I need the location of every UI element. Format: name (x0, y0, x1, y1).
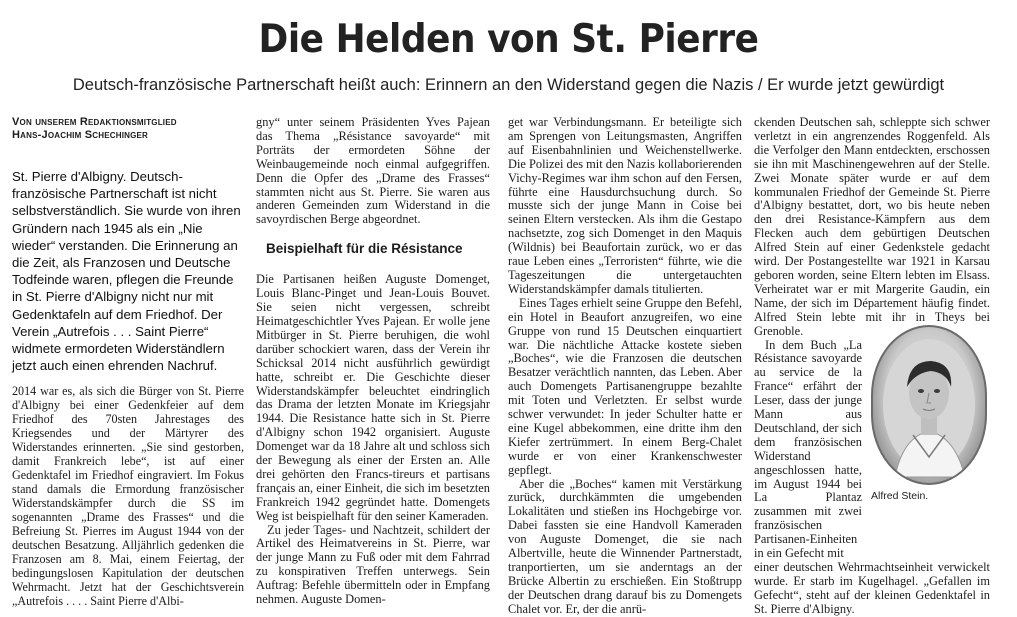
article-paragraph: In dem Buch „La Résistance savoyarde au service de la France“ erfährt der Leser, dass der junge Mann aus Deutschland, der sich dem französischen Widerstand angeschlossen hatte, im August 1944 bei La Plantaz zusammen mit zwei französischen Partisanen-Einheiten in ein Gefecht mit (754, 337, 862, 561)
article-paragraph: get war Verbindungsmann. Er beteiligte sich am Sprengen von Leitungsmasten, Angriffen auf Eisenbahnlinien und Weichenstellwerke. Die Polizei des mit den Nazis kollaborierenden Vichy-Regimes war ihm schon auf den Fersen, führte eine Hausdurchsuchung durch. So musste sich der junge Mann in Coise bei seinen Eltern verstecken. Als ihm die Gestapo nachsetzte, zog sich Domenget in den Maquis (Wildnis) bei Beaufortain zurück, wo er das raue Leben eines „Terroristen“ führte, wie die Tageszeitungen die untergetauchten Widerstandskämpfer damals titulierten. (508, 115, 742, 296)
article-paragraph: einer deutschen Wehrmachtseinheit verwickelt wurde. Er starb im Kugelhagel. „Gefallen im Gefecht“, steht auf der kleinen Gedenktafel in St. Pierre d'Albigny. (754, 560, 990, 616)
byline-label: Von unserem Redaktionsmitglied (12, 116, 177, 128)
article-paragraph: gny“ unter seinem Präsidenten Yves Pajean das Thema „Résistance savoyarde“ mit Porträts der ermordeten Söhne der Weinbaugemeinde noch einmal aufgegriffen. Denn die Opfer des „Drame des Frasses“ stammten nicht aus St. Pierre. Sie waren aus anderen Gemeinden zum Widerstand in die savoyrdischen Berge abgeordnet. (256, 115, 490, 227)
portrait-frame (871, 325, 987, 485)
article-paragraph: Aber die „Boches“ kamen mit Verstärkung zurück, durchkämmten die umgebenden Lokalitäten und stießen ins Hochgebirge vor. Dabei fassten sie eine Handvoll Kameraden von Auguste Domenget, die sie nach Albertville, heute die Winnender Partnerstadt, tranportierten, um sie anderntags an der Brücke Albertin zu erschießen. Ein Stoßtrupp der Deutschen drang darauf bis zu Domengets Chalet vor. Er, der die anrü- (508, 476, 742, 616)
section-heading: Beispielhaft für die Résistance (266, 241, 463, 257)
column-2 (256, 116, 490, 607)
photo-caption: Alfred Stein. (871, 490, 929, 502)
article-paragraph: ckenden Deutschen sah, schleppte sich schwer verletzt in ein angrenzendes Roggenfeld. Als die Verfolger den Mann entdeckten, erschossen sie ihn mit Maschinengewehren auf der Stelle. Zwei Monate später wurde er auf dem kommunalen Friedhof der Gemeinde St. Pierre d'Albigny bestattet, dort, wo bis heute neben den drei Resistance-Kämpfern aus dem Flecken auch dem gebürtigen Deutschen Alfred Stein auf einer Gedenkstele gedacht wird. Der Postangestellte war 1921 in Karsau geboren worden, seine Eltern lebten im Elsass. Verheiratet war er mit Margerite Gaudin, ein Name, der sich im Département häufig findet. Alfred Stein lebte mit ihr in Theys bei Grenoble. (754, 115, 990, 338)
article-paragraph: Zu jeder Tages- und Nachtzeit, schildert der Artikel des Heimatvereins in St. Pierre, war der junge Mann zu Fuß oder mit dem Fahrrad zu konspirativen Treffen unterwegs. Sein Auftrag: Befehle übermitteln oder in Empfang nehmen. Auguste Domen- (256, 522, 490, 607)
article-lead: St. Pierre d'Albigny. Deutsch-französische Partnerschaft ist nicht selbstverständlich. Sie wurde von ihren Gründern nach 1945 als ein „Nie wieder“ verstanden. Die Erinnerung an die Zeit, als Franzosen und Deutsche Todfeinde waren, pflegen die Freunde in St. Pierre d'Albigny nicht nur mit Gedenktafeln auf dem Friedhof. Der Verein „Autrefois . . . Saint Pierre“ widmete ermordeten Widerständlern jetzt auch einen ehrenden Nachruf. (12, 169, 241, 374)
article-paragraph: Die Partisanen heißen Auguste Domenget, Louis Blanc-Pinget und Jean-Louis Bouvet. Sie seien nicht vergessen, schreibt Heimatgeschichtler Yves Pajean. Er wolle jene Mitbürger in St. Pierre beruhigen, die wohl darüber schockiert waren, dass der Verein ihr Schicksal 2014 nicht ausführlich gewürdigt hatte, schreibt er. Die Geschichte dieser Widerstandskämpfer beleuchtet eindringlich das Drama der letzten Monate im Kriegsjahr 1944. Die Resistance hatte sich in St. Pierre d'Albigny schon 1942 organisiert. Auguste Domenget war da 18 Jahre alt und schloss sich der Bewegung als einer der Ersten an. Alle drei gehörten den Francs-tireurs et partisans français an, einer Einheit, die sich im besetzten Frankreich 1942 gegründet hatte. Domengets Weg ist beispielhaft für den seiner Kameraden. (256, 272, 490, 523)
article-paragraph: 2014 war es, als sich die Bürger von St. Pierre d'Albigny bei einer Gedenkfeier auf dem Friedhof des 70sten Jahrestages des Kriegsendes und der Märtyrer des Widerstandes erinnerten. „Sie sind gestorben, damit Frankreich lebe“, ist auf einer Gedenktafel im Friedhof eingraviert. Im Fokus stand damals die Ermordung französischer Widerstandskämpfer durch die SS im sogenannten „Drame des Frasses“ und die Befreiung St. Pierres im August 1944 von der deutschen Besatzung. Alljährlich gedenken die Franzosen am 8. Mai, einem Feiertag, der bedingungslosen Kapitulation der deutschen Wehrmacht. Jetzt hat der Geschichtsverein „Autrefois . . . . Saint Pierre d'Albi- (12, 384, 244, 609)
portrait-image (873, 327, 985, 483)
column-3 (508, 116, 742, 617)
column-1 (12, 116, 244, 608)
article-subheadline: Deutsch-französische Partnerschaft heißt auch: Erinnern an den Widerstand gegen die Nazis / Er wurde jetzt gewürdigt (72, 76, 945, 94)
byline-author: Hans-Joachim Schechinger (12, 129, 149, 141)
article-paragraph: Eines Tages erhielt seine Gruppe den Befehl, ein Hotel in Beaufort anzugreifen, wo eine Gruppe von rund 15 Deutschen einquartiert war. Die nächtliche Attacke kostete sieben „Boches“, wie die Franzosen die deutschen Besatzer verächtlich nannten, das Leben. Aber auch Domengets Partisanengruppe bezahlte mit Toten und Verletzten. Er selbst wurde schwer verwundet: In jeder Schulter hatte er eine Kugel abbekommen, eine dritte ihm den Kiefer zertrümmert. In einem Berg-Chalet wurde er von einer Krankenschwester gepflegt. (508, 295, 742, 477)
article-headline: Die Helden von St. Pierre (258, 17, 759, 62)
portrait-photo (871, 325, 989, 485)
